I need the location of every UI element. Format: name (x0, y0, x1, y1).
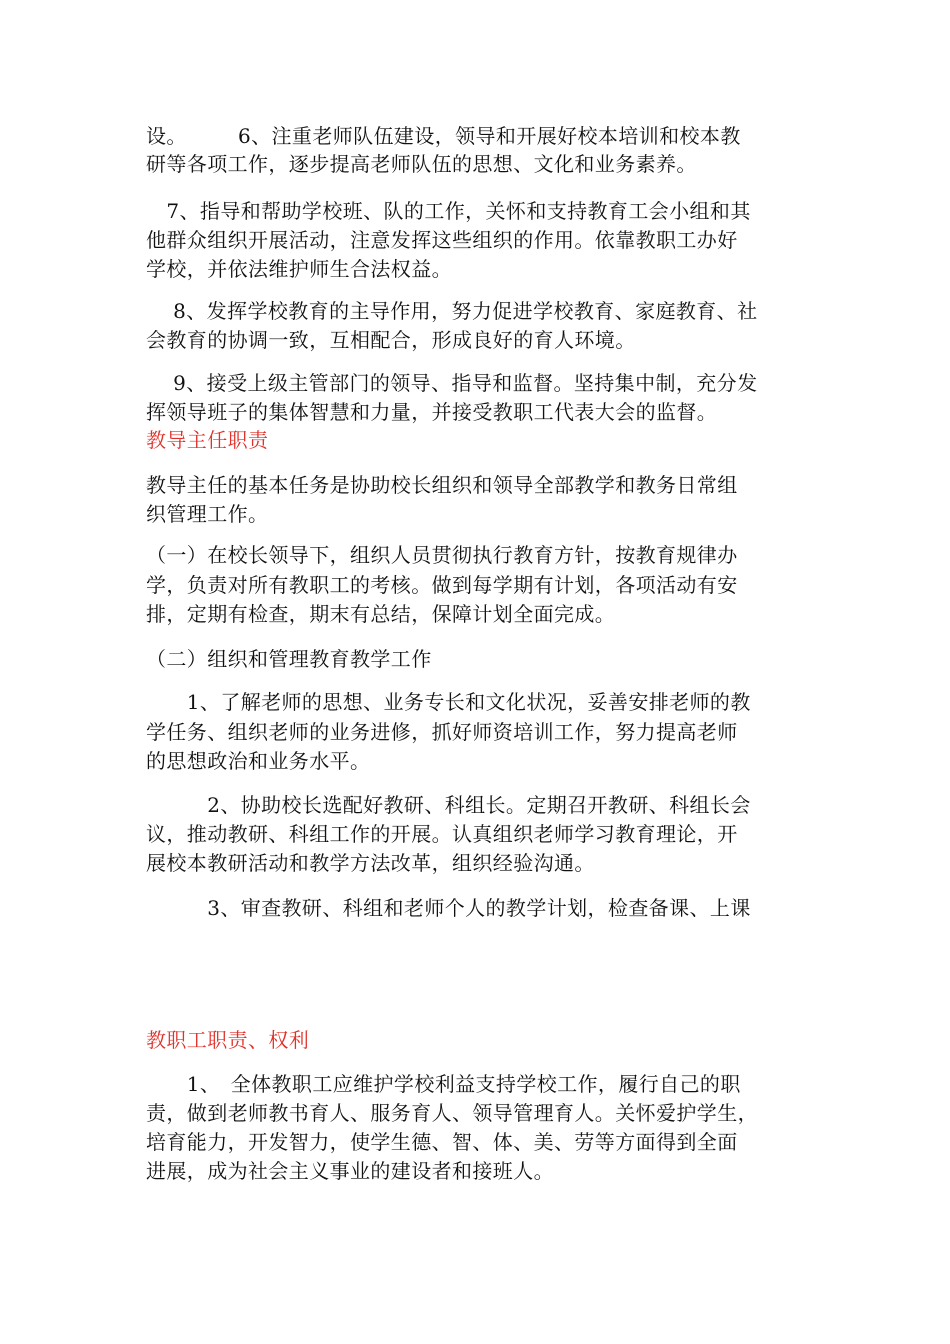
text-line: （二）组织和管理教育教学工作 (146, 647, 432, 671)
text-line: 织管理工作。 (146, 502, 269, 526)
text-line: 培育能力，开发智力，使学生德、智、体、美、劳等方面得到全面 (146, 1130, 738, 1154)
text-line: 9、接受上级主管部门的领导、指导和监督。坚持集中制，充分发 (146, 371, 758, 395)
text-line: 8、发挥学校教育的主导作用，努力促进学校教育、家庭教育、社 (146, 299, 758, 323)
text-line: 展校本教研活动和教学方法改革，组织经验沟通。 (146, 851, 595, 875)
text-line: 责，做到老师教书育人、服务育人、领导管理育人。关怀爱护学生， (146, 1101, 758, 1125)
text-line: 教导主任的基本任务是协助校长组织和领导全部教学和教务日常组 (146, 473, 738, 497)
text-line: 进展，成为社会主义事业的建设者和接班人。 (146, 1159, 554, 1183)
text-line: 学校，并依法维护师生合法权益。 (146, 257, 452, 281)
text-line: 7、指导和帮助学校班、队的工作，关怀和支持教育工会小组和其 (146, 199, 751, 223)
text-line: 研等各项工作，逐步提高老师队伍的思想、文化和业务素养。 (146, 152, 697, 176)
text-line: 2、协助校长选配好教研、科组长。定期召开教研、科组长会 (146, 793, 751, 817)
text-line: 3、审查教研、科组和老师个人的教学计划，检查备课、上课 (146, 896, 751, 920)
text-line: 会教育的协调一致，互相配合，形成良好的育人环境。 (146, 328, 636, 352)
text-line: 学，负责对所有教职工的考核。做到每学期有计划，各项活动有安 (146, 573, 738, 597)
text-line: 议，推动教研、科组工作的开展。认真组织老师学习教育理论，开 (146, 822, 738, 846)
text-line: 挥领导班子的集体智慧和力量，并接受教职工代表大会的监督。 (146, 400, 718, 424)
text-line: 1、 全体教职工应维护学校利益支持学校工作，履行自己的职 (146, 1072, 741, 1096)
text-line: 学任务、组织老师的业务进修，抓好师资培训工作，努力提高老师 (146, 720, 738, 744)
text-line: （一）在校长领导下，组织人员贯彻执行教育方针，按教育规律办 (146, 543, 738, 567)
text-line: 排，定期有检查，期末有总结，保障计划全面完成。 (146, 602, 616, 626)
text-line: 设。 6、注重老师队伍建设，领导和开展好校本培训和校本教 (146, 124, 741, 148)
section-heading: 教导主任职责 (146, 428, 269, 452)
text-line: 的思想政治和业务水平。 (146, 749, 371, 773)
text-line: 他群众组织开展活动，注意发挥这些组织的作用。依靠教职工办好 (146, 228, 738, 252)
text-line: 1、了解老师的思想、业务专长和文化状况，妥善安排老师的教 (146, 690, 751, 714)
section-heading: 教职工职责、权利 (146, 1028, 310, 1052)
